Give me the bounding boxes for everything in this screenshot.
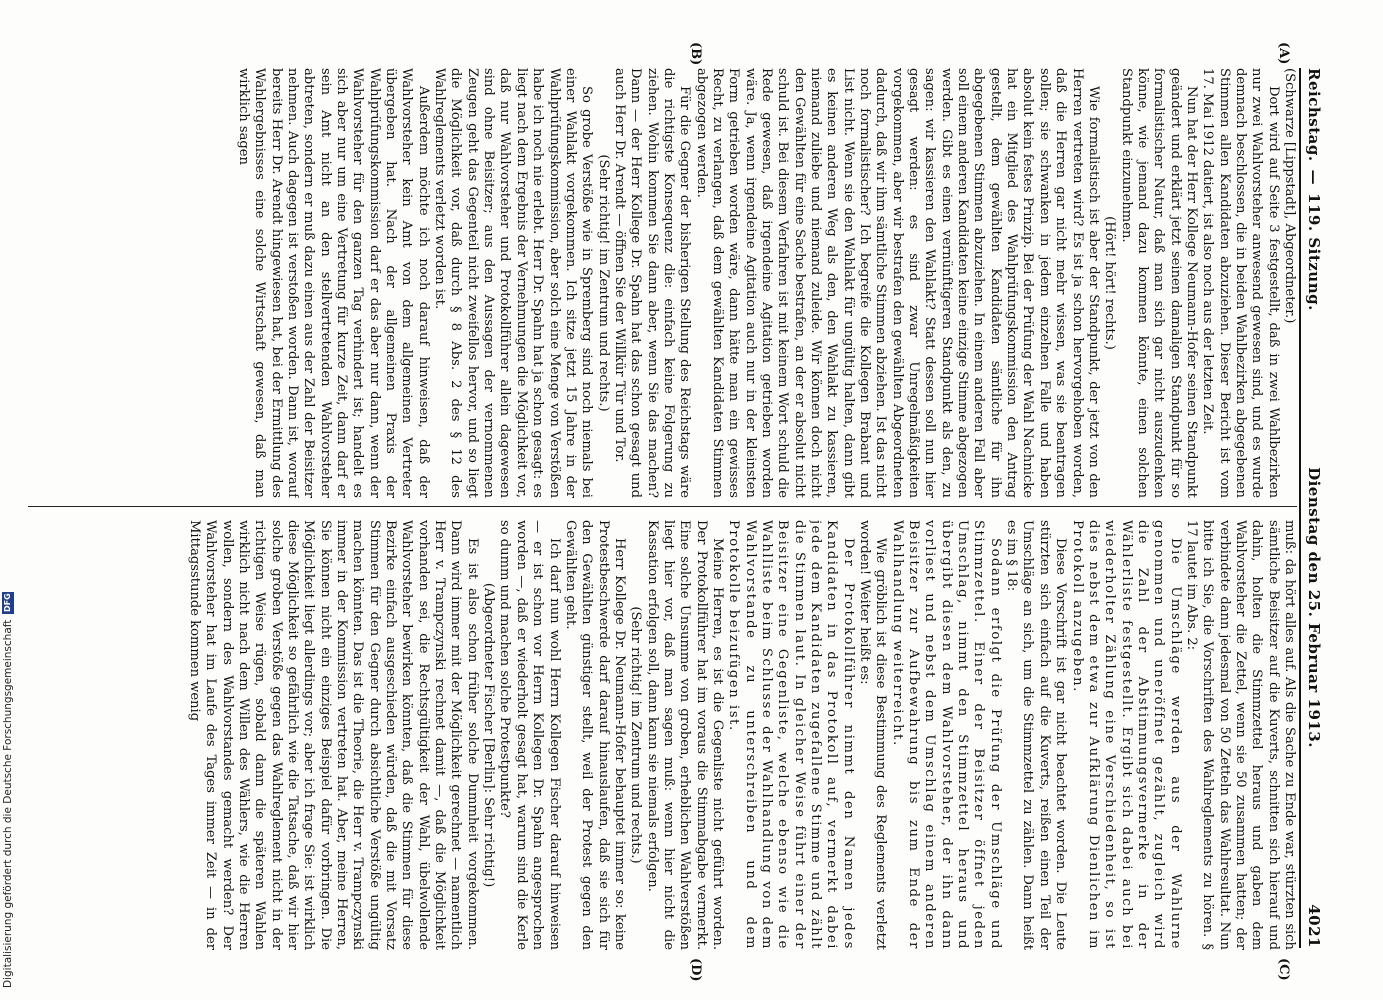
text-column-left [28, 68, 1297, 498]
paragraph: muß: da hört alles auf. Als die Sache zu Ende war, stürzten sich sämtliche Beisitzer auf die Kuverts, schnitten sich hierauf und dahin, holten die Stimmzettel heraus und gaben dem Wahlvorsteher die Zettel, wenn sie 50 zusammen hatten; der verbindete dann jedesmal von 50 Zetteln das Wahlresultat. Nun bitte ich Sie, die Vorschriften des Wahlreglements zu hören. § 17 lautet im Abs. 2: [1183, 520, 1297, 950]
paragraph: Wie formalistisch ist aber der Standpunkt, der jetzt von den Herren vertreten wird? Es ist ja schon hervorgehoben worden, daß die Herren gar nicht mehr wissen, was sie beantragen sollen; sie schwanken in jedem einzelnen Falle und haben absolut kein festes Prinzip. Bei der Prüfung der Wahl Nachnicke hat ein Mitglied des Wahlprüfungskommission den Antrag gestellt, dem gewählten Kandidaten sämtliche für ihn abgegebenen Stimmen abzuziehen. In einem anderen Fall aber soll einem anderen Kandidaten keine einzige Stimme abgezogen werden. Gibt es einen vernünftigeren Standpunkt als den, zu sagen: wir kassieren den Wahlakt? Statt dessen soll nun hier gesagt werden: es sind zwar Unregelmäßigkeiten vorgekommen, aber wir bestrafen den gewählten Abgeordneten dadurch, daß wir ihm sämtliche Stimmen abziehen. Ist das nicht noch formalistischer? Ich begreife die Kollegen Brabant und List nicht. Wenn sie den Wahlakt für ungültig halten, dann gibt es keinen anderen Weg als den, den Wahlakt zu kassieren, niemand zuliebe und niemand zuleide. Wir können doch nicht den Gewählten für eine Sache bestrafen, an der er absolut nicht schuld ist. Bei diesem Verfahren ist mit keinem Wort schuld die Rede gewesen, daß irgendeine Agitation getrieben worden wäre. Ja, wenn irgendeine Agitation auch nur in der kleinsten Form getrieben worden wäre, dann hätte man ein gewisses Recht, zu verlangen, daß dem gewählten Kandidaten Stimmen abgezogen werden. [693, 68, 1101, 498]
margin-mark-d: (D) [688, 958, 703, 982]
funding-credit: Digitalisierung gefördert durch die Deutsche Forschungsgemeinschaft [2, 619, 14, 988]
paragraph: Dort wird auf Seite 3 festgestellt, daß in zwei Wahlbezirken nur zwei Wahlvorsteher anwesend gewesen sind, und es wurde demnach beschlossen, die in beiden Wahlbezirken abgegebenen Stimmen allen Kandidaten abzuziehen. Dieser Bericht ist vom 17. Mai 1912 datiert, ist also noch aus der letzten Zeit. [1200, 68, 1281, 498]
paragraph: Es ist also schon früher solche Dummheit vorgekommen. Dann wird immer mit der Möglichkeit gerechnet — namentlich Herr v. Trampczynski rechnet damit —, daß die Möglichkeit vorhanden sei, die Rechtsgültigkeit der Wahl, übelwollende Wahlvorsteher bewirken könnten, daß die Stimmen für diese Bezirke einfach ausgeschieden würden, daß die mit Vorsatz Stimmen für den Gegner durch absichtliche Verstöße ungültig machen könnten. Das ist die Theorie, die Herr v. Trampczynski immer in der Kommission vertreten hat. Aber, meine Herren, Sie können nicht ein einziges Beispiel dafür vorbringen. Die Möglichkeit liegt allerdings vor; aber ich frage Sie: ist wirklich diese Möglichkeit so gefährlich wie die Tatsache, daß wir hier solche groben Verstöße gegen das Wahlreglement nicht in der richtigen Weise rügen, sobald dann die späteren Wahlen wirklich nicht nach dem Willen des Wählers, wie die Herren wollen, sondern des Wahlvorstandes gemacht werden? Der Wahlvorsteher hat im Laufe des Tages immer Zeit — in der Mittagsstunde kommen wenig [186, 520, 480, 950]
paragraph: Meine Herren, es ist die Gegenliste nicht geführt worden. Der Protokollführer hat im voraus die Stimmabgabe vermerkt. Eine solche Unsumme von groben, erheblichen Wahlverstößen liegt hier vor, daß man sagen muß: wenn hier nicht die Kassation erfolgen soll, dann kann sie niemals erfolgen. [644, 520, 725, 950]
header-date: Dienstag den 25. Februar 1913. [1305, 467, 1323, 748]
speaker-line: (Schwarze [Lippstadt], Abgeordneter.) [1282, 68, 1297, 324]
margin-mark-b: (B) [688, 42, 703, 66]
paragraph: Diese Vorschrift ist gar nicht beachtet worden. Die Leute stürzten sich einfach auf die Kuverts, reißen einen Teil der Umschläge an sich, um die Stimmzettel zu zählen. Dann heißt es im § 18: [1004, 520, 1069, 950]
paragraph: Ich darf nun wohl Herrn Kollegen Fischer darauf hinweisen — er ist schon vor Herrn Kollegen Dr. Spahn angesprochen worden —, daß er wiederholt gesagt hat, warum sind die Kerle so dumm und machen solche Protestpunkte? [497, 520, 562, 950]
page-number: 4021 [1305, 904, 1323, 948]
running-header [1299, 68, 1327, 948]
paragraph: Nun hat der Herr Kollege Neumann-Hofer seinen Standpunkt geändert und erklärt jetzt seinen damaligen Standpunkt für so formalistischer Natur, daß man sich gar nicht auszudenken könne, wie jemand dazu kommen könnte, einen solchen Standpunkt einzunehmen. [1118, 68, 1199, 498]
paragraph: So grobe Verstöße wie in Spremberg sind noch niemals bei einer Wahlakt vorgekommen. Ich sitze jetzt 15 Jahre in der Wahlprüfungskommission, aber solch eine Menge von Verstößen habe ich noch nie erlebt. Herr Dr. Spahn hat ja schon gesagt: es liegt nach dem Ergebnis der Vernehmungen die Möglichkeit vor, daß nur Wahlvorsteher und Protokollführer allein dagewesen sind ohne Beisitzer; aus den Aussagen der vernommenen Zeugen geht das Gegenteil nicht zweifellos hervor, und so liegt die Möglichkeit vor, daß durch § 8 Abs. 2 des § 12 des Wahlreglements verletzt worden ist. [432, 68, 595, 498]
paragraph: Herr Kollege Dr. Neumann-Hofer behauptet immer so: keine Protestbeschwerde darf darauf hinauslaufen, daß sie sich für den Gewählten günstiger stellt, weil der Protest gegen den Gewählten geht. [562, 520, 627, 950]
header-dash: — [1305, 169, 1323, 186]
interjection: (Hört! hört! rechts.) [1102, 216, 1118, 350]
paragraph: Für die Gegner der bisherigen Stellung des Reichstags wäre die richtigste Konsequenz die: einfach keine Folgerung zu ziehen. Wohin kommen Sie dann aber, wenn Sie das machen? Dann — der Herr Kollege Dr. Spahn hat das schon gesagt und auch Herr Dr. Arendt — öffnen Sie der Willkür Tür und Tor. [611, 68, 693, 498]
credit-strip [0, 0, 18, 1000]
interjection: (Sehr richtig! im Zentrum und rechts.) [628, 606, 644, 864]
interjection: (Abgeordneter Fischer [Berlin]: Sehr richtig!) [481, 582, 497, 888]
header-publication: Reichstag. [1305, 68, 1323, 162]
paragraph: Außerdem möchte ich noch darauf hinweisen, daß der Wahlvorsteher kein Amt von dem allgemeinen Vertreter übergeben hat. Nach der allgemeinen Praxis der Wahlprüfungskommission darf er das aber nur dann, wenn der Wahlvorsteher für den ganzen Tag verhindert ist; handelt es sich aber nur um eine Vertretung für kurze Zeit, dann darf er sein Amt nicht an den stellvertretenden Wahlvorsteher abtreten, sondern er muß dazu einen aus der Zahl der Beisitzer nehmen. Auch dagegen ist verstoßen worden. Dann ist, worauf bereits Herr Dr. Arendt hingewiesen hat, bei der Ermittlung des Wahlergebnisses eine solche Wirtschaft gewesen, daß man wirklich sagen [236, 68, 431, 498]
header-session: 119. Sitzung. [1305, 193, 1323, 311]
regulation-quote: Der Protokollführer nimmt den Namen jedes Kandidaten in das Protokoll auf, vermerkt dabei jede dem Kandidaten zugefallene Stimme und zählt die Stimmen laut. In gleicher Weise führt einer der Beisitzer eine Gegenliste, welche ebenso wie die Wahlliste beim Schlusse der Wahlhandlung von dem Wahlvorstande zu unterschreiben und dem Protokolle beizufügen ist. [726, 520, 856, 950]
paragraph: Wie gröblich ist diese Bestimmung des Reglements verletzt worden! Weiter heißt es: [857, 520, 889, 950]
interjection: (Sehr richtig! im Zentrum und rechts.) [595, 154, 611, 412]
text-column-right [28, 520, 1297, 950]
margin-mark-a: (A) [1276, 42, 1291, 65]
column-divider [28, 506, 1297, 507]
regulation-quote: Die Umschläge werden aus der Wahlurne genommen und uneröffnet gezählt, zugleich wird die Zahl der Abstimmungsvermerke in der Wählerliste festgestellt. Ergibt sich dabei auch bei wiederholter Zählung eine Verschiedenheit, so ist dies nebst dem etwa zur Aufklärung Dienlichen im Protokoll anzugeben. [1069, 520, 1183, 950]
margin-mark-c: (C) [1276, 958, 1291, 981]
regulation-quote: Sodann erfolgt die Prüfung der Umschläge und Stimmzettel. Einer der Beisitzer öffnet jeden Umschlag, nimmt den Stimmzettel heraus und übergibt diesen dem Wahlvorsteher, der ihn dann vorliest und nebst dem Umschlag einem anderen Beisitzer zur Aufbewahrung bis zum Ende der Wahlhandlung weiterreicht. [889, 520, 1003, 950]
dfg-logo: DFG [3, 593, 12, 612]
